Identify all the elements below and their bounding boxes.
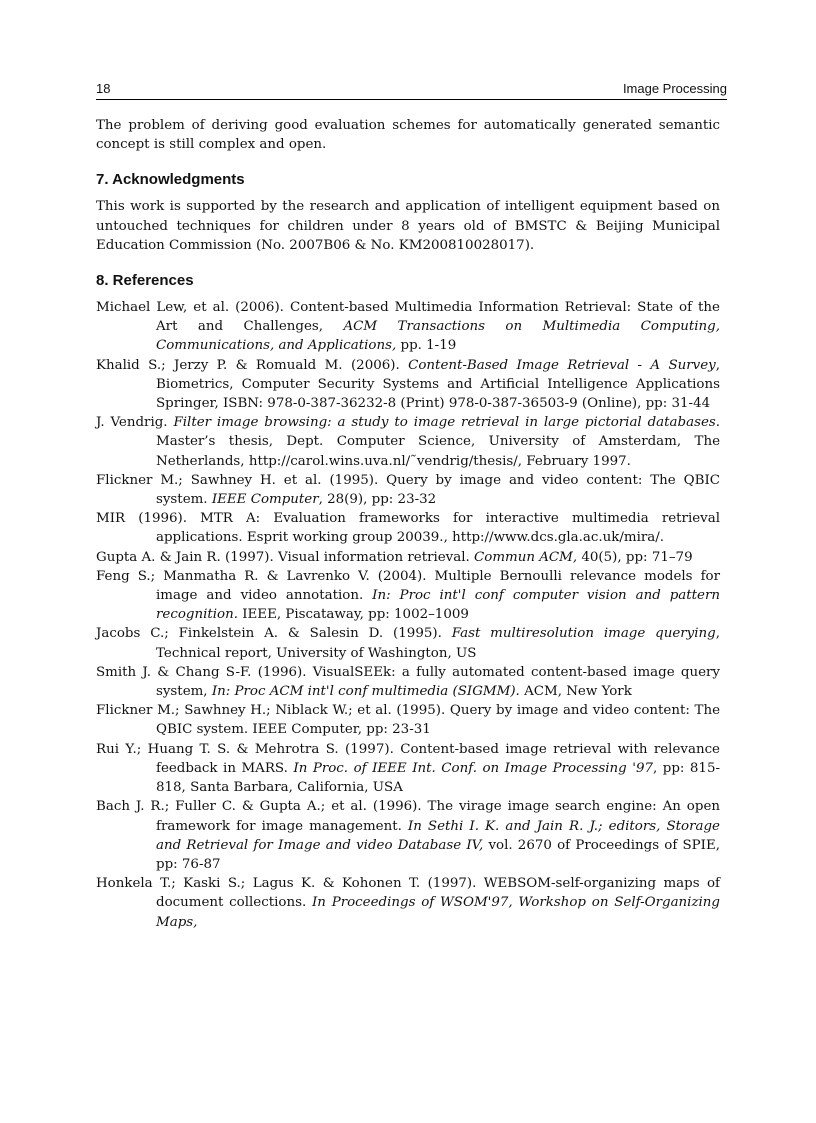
page-number: 18 xyxy=(96,81,111,96)
reference-text: , pp: 815-818, Santa Barbara, California, USA xyxy=(156,760,720,796)
reference-item xyxy=(96,567,720,625)
intro-paragraph: The problem of deriving good evaluation schemes for automatically generated semantic concept is still complex and open. xyxy=(96,118,720,153)
reference-item xyxy=(96,740,720,798)
reference-italic-title: Content-Based Image Retrieval - A Survey xyxy=(408,357,716,373)
acknowledgments-heading: 7. Acknowledgments xyxy=(96,171,245,189)
book-title: Image Processing xyxy=(622,81,727,96)
reference-italic-title: Filter image browsing: a study to image retrieval in large pictorial databases. xyxy=(173,415,721,431)
reference-text: Feng S.; Manmatha R. & Lavrenko V. (2004). Multiple Bernoulli relevance models for image and video annotation. xyxy=(96,568,720,604)
reference-text: J. Vendrig. xyxy=(96,415,174,431)
reference-text: ACM, New York xyxy=(519,684,632,700)
reference-text: Smith J. & Chang S-F. (1996). VisualSEEk: a fully automated content-based image query system, xyxy=(96,664,720,700)
reference-item xyxy=(96,548,720,567)
reference-item xyxy=(96,663,720,701)
reference-text: , 28(9), pp: 23-32 xyxy=(318,492,437,508)
reference-text: vol. 2670 of Proceedings of SPIE, pp: 76-87 xyxy=(156,837,720,872)
acknowledgments-paragraph: This work is supported by the research and application of intelligent equipment based on untouched techniques for children under 8 years old of BMSTC & Beijing Municipal Education Commission (No. 2007B06 & No. KM200810028017). xyxy=(96,199,720,253)
reference-text: Jacobs C.; Finkelstein A. & Salesin D. (1995). xyxy=(96,626,452,642)
reference-text: Gupta A. & Jain R. (1997). Visual information retrieval. xyxy=(96,549,475,565)
reference-item xyxy=(96,413,720,471)
reference-italic-title: Commun ACM, xyxy=(474,549,578,565)
reference-item xyxy=(96,471,720,509)
reference-italic-title: ACM Transactions on Multimedia Computing, Communications, and Applications, xyxy=(156,319,720,354)
reference-italic-title: Fast multiresolution image querying xyxy=(451,626,716,642)
reference-text: 40(5), pp: 71–79 xyxy=(577,549,693,565)
reference-italic-title: In: Proc ACM int'l conf multimedia (SIGMM). xyxy=(211,684,520,700)
reference-list xyxy=(96,298,720,932)
reference-text: Bach J. R.; Fuller C. & Gupta A.; et al. (1996). The virage image search engine: An open framework for image management. xyxy=(96,799,720,834)
reference-text: , Technical report, University of Washington, US xyxy=(156,626,720,661)
page-content xyxy=(96,116,720,932)
reference-text: Master’s thesis, Dept. Computer Science, University of Amsterdam, The Netherlands, http://carol.wins.uva.nl/˜vendrig/thesis/, February 1997. xyxy=(156,434,720,469)
reference-text: Flickner M.; Sawhney H. et al. (1995). Query by image and video content: The QBIC system. xyxy=(96,472,720,508)
reference-text: IEEE, Piscataway, pp: 1002–1009 xyxy=(237,607,469,623)
reference-item xyxy=(96,797,720,874)
reference-italic-title: In Sethi I. K. and Jain R. J.; editors, Storage and Retrieval for Image and video Database IV, xyxy=(156,818,720,853)
reference-text: Flickner M.; Sawhney H.; Niblack W.; et al. (1995). Query by image and video content: The QBIC system. IEEE Computer, pp: 23-31 xyxy=(96,703,720,738)
reference-text: Honkela T.; Kaski S.; Lagus K. & Kohonen T. (1997). WEBSOM-self-organizing maps of document collections. xyxy=(96,876,720,911)
reference-italic-title: In: Proc int'l conf computer vision and pattern recognition. xyxy=(156,588,720,623)
reference-item xyxy=(96,356,720,414)
reference-item xyxy=(96,298,720,356)
reference-text: Michael Lew, et al. (2006). Content-based Multimedia Information Retrieval: State of the Art and Challenges, xyxy=(96,300,720,335)
reference-item xyxy=(96,874,720,932)
reference-text: , Biometrics, Computer Security Systems and Artificial Intelligence Applications Springer, ISBN: 978-0-387-36232-8 (Print) 978-0-387-36503-9 (Online), pp: 31-44 xyxy=(156,357,721,412)
running-header xyxy=(96,80,727,100)
reference-text: Khalid S.; Jerzy P. & Romuald M. (2006). xyxy=(96,357,409,373)
reference-italic-title: IEEE Computer xyxy=(211,492,319,508)
references-heading: 8. References xyxy=(96,272,194,290)
reference-italic-title: In Proc. of IEEE Int. Conf. on Image Processing '97 xyxy=(293,760,653,776)
reference-text: MIR (1996). MTR A: Evaluation frameworks for interactive multimedia retrieval applications. Esprit working group 20039., http://www.dcs.gla.ac.uk/mira/. xyxy=(96,511,720,546)
reference-text: pp. 1-19 xyxy=(396,338,457,354)
reference-text: Rui Y.; Huang T. S. & Mehrotra S. (1997). Content-based image retrieval with relevance feedback in MARS. xyxy=(96,741,720,776)
reference-italic-title: In Proceedings of WSOM'97, Workshop on Self-Organizing Maps, xyxy=(156,895,720,930)
reference-item xyxy=(96,701,720,739)
reference-item xyxy=(96,624,720,662)
reference-item xyxy=(96,509,720,547)
